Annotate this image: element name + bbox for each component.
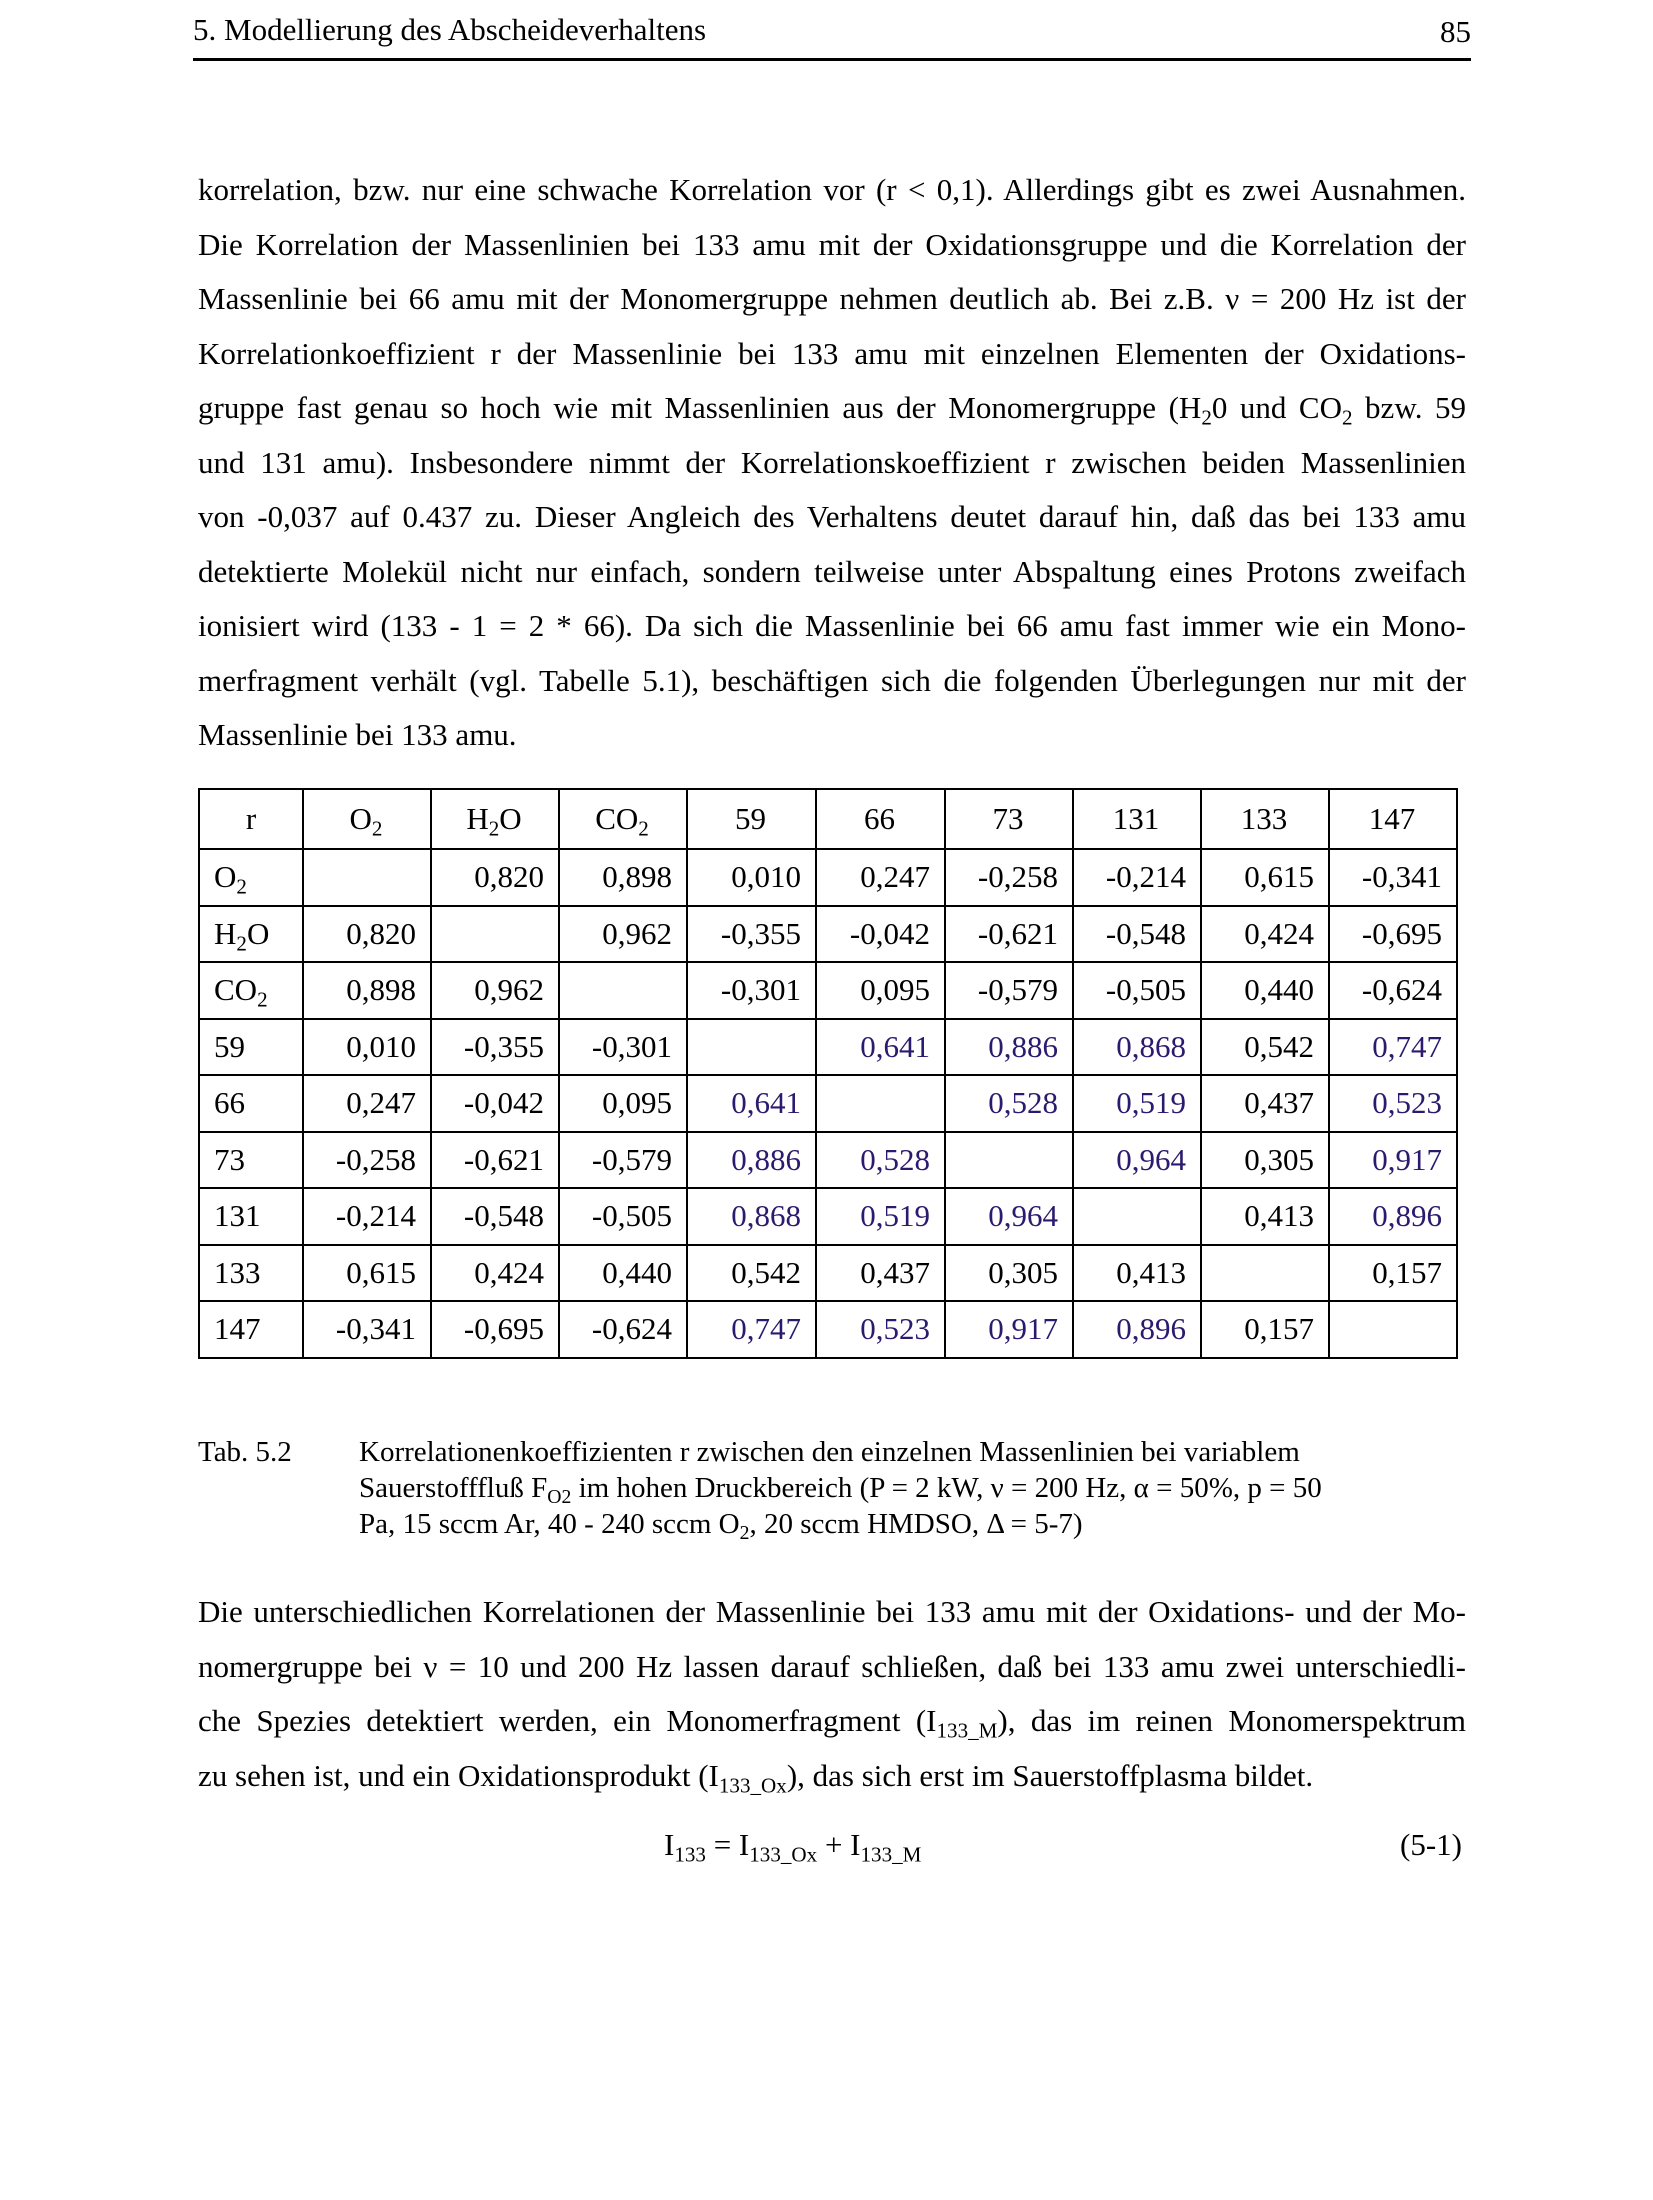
- row-header: [199, 1019, 303, 1076]
- label-base: H: [214, 915, 237, 951]
- table-cell: 0,157: [1329, 1245, 1457, 1302]
- table-cell: 0,010: [303, 1019, 431, 1076]
- table-cell: 0,868: [1073, 1019, 1201, 1076]
- text-fragment: che Spezies detektiert werden, ein Monomerfragment (I: [198, 1703, 937, 1738]
- subscript: 2: [638, 816, 649, 841]
- table-cell: [431, 906, 559, 963]
- column-header: [431, 789, 559, 849]
- table-header-row: [199, 789, 1457, 849]
- table-cell: -0,341: [1329, 849, 1457, 906]
- text-line: ionisiert wird (133 - 1 = 2 * 66). Da sich die Massenlinie bei 66 amu fast immer wie ein Mono-: [198, 608, 1466, 643]
- table-cell: -0,621: [431, 1132, 559, 1189]
- row-header: [199, 1245, 303, 1302]
- table-row: [199, 1075, 1457, 1132]
- table-cell: 0,964: [945, 1188, 1073, 1245]
- subscript: 2: [1201, 405, 1212, 430]
- table-cell: -0,579: [945, 962, 1073, 1019]
- label-base: 147: [1368, 801, 1416, 836]
- table-cell: -0,621: [945, 906, 1073, 963]
- table-cell: [559, 962, 687, 1019]
- table-cell: -0,258: [303, 1132, 431, 1189]
- table-row: [199, 1245, 1457, 1302]
- table-cell: -0,548: [1073, 906, 1201, 963]
- table-cell: -0,695: [1329, 906, 1457, 963]
- subscript: 2: [236, 931, 247, 956]
- table-cell: [687, 1019, 816, 1076]
- table-row: [199, 1301, 1457, 1358]
- table-row: [199, 906, 1457, 963]
- table-row: [199, 1019, 1457, 1076]
- page-number: 85: [1440, 14, 1471, 49]
- table-cell: 0,542: [1201, 1019, 1329, 1076]
- table-cell: 0,528: [816, 1132, 945, 1189]
- table-cell: 0,247: [816, 849, 945, 906]
- table-cell: 0,641: [816, 1019, 945, 1076]
- table-cell: [1073, 1188, 1201, 1245]
- row-header: [199, 1132, 303, 1189]
- row-header: [199, 962, 303, 1019]
- table-cell: 0,305: [945, 1245, 1073, 1302]
- text-line: von -0,037 auf 0.437 zu. Dieser Angleich des Verhaltens deutet darauf hin, daß das bei 133 amu: [198, 499, 1466, 534]
- text-line: Die unterschiedlichen Korrelationen der Massenlinie bei 133 amu mit der Oxidations- und der Mo-: [198, 1594, 1466, 1629]
- label-tail: O: [246, 915, 270, 951]
- column-header: [945, 789, 1073, 849]
- table-cell: 0,917: [1329, 1132, 1457, 1189]
- text-line: korrelation, bzw. nur eine schwache Korrelation vor (r < 0,1). Allerdings gibt es zwei Ausnahmen.: [198, 172, 1466, 207]
- table-cell: -0,579: [559, 1132, 687, 1189]
- table-cell: 0,641: [687, 1075, 816, 1132]
- table-cell: 0,820: [303, 906, 431, 963]
- table-cell: 0,896: [1073, 1301, 1201, 1358]
- column-header: [1201, 789, 1329, 849]
- table-cell: 0,413: [1073, 1245, 1201, 1302]
- table-cell: 0,747: [687, 1301, 816, 1358]
- table-cell: 0,962: [431, 962, 559, 1019]
- paragraph-1: [198, 163, 1466, 763]
- table-cell: [303, 849, 431, 906]
- label-tail: O: [499, 801, 522, 836]
- text-fragment: zu sehen ist, und ein Oxidationsprodukt (I: [198, 1757, 719, 1793]
- table-cell: -0,301: [559, 1019, 687, 1076]
- label-base: 66: [864, 801, 895, 836]
- text-line: detektierte Molekül nicht nur einfach, sondern teilweise unter Abspaltung eines Protons zweifach: [198, 553, 1466, 589]
- label-base: 73: [214, 1141, 245, 1177]
- table-row: [199, 1132, 1457, 1189]
- label-base: 147: [214, 1311, 261, 1347]
- table-cell: 0,305: [1201, 1132, 1329, 1189]
- text-line: [198, 1694, 1466, 1749]
- table-cell: 0,440: [559, 1245, 687, 1302]
- subscript: O2: [547, 1485, 572, 1508]
- label-base: 59: [214, 1028, 245, 1064]
- label-base: CO: [595, 801, 639, 836]
- text-line: Korrelationkoeffizient r der Massenlinie bei 133 amu mit einzelnen Elementen der Oxidations-: [198, 335, 1466, 371]
- table-cell: 0,247: [303, 1075, 431, 1132]
- text-line: und 131 amu). Insbesondere nimmt der Korrelationskoeffizient r zwischen beiden Massenlinien: [198, 444, 1466, 480]
- table-cell: 0,615: [1201, 849, 1329, 906]
- subscript: 133_M: [860, 1842, 922, 1867]
- table-cell: 0,964: [1073, 1132, 1201, 1189]
- table-row: [199, 849, 1457, 906]
- column-header: [816, 789, 945, 849]
- table-cell: -0,624: [559, 1301, 687, 1358]
- table-cell: 0,615: [303, 1245, 431, 1302]
- table-cell: -0,341: [303, 1301, 431, 1358]
- table-row: [199, 1188, 1457, 1245]
- chapter-title: 5. Modellierung des Abscheideverhaltens: [193, 12, 707, 47]
- caption-line: Korrelationenkoeffizienten r zwischen den einzelnen Massenlinien bei variablem: [359, 1436, 1300, 1468]
- text-line: [198, 381, 1466, 436]
- table-cell: 0,962: [559, 906, 687, 963]
- label-base: 133: [214, 1254, 261, 1290]
- equation-number: (5-1): [1400, 1827, 1462, 1862]
- label-base: 59: [735, 801, 766, 836]
- table-cell: 0,523: [816, 1301, 945, 1358]
- table-cell: 0,528: [945, 1075, 1073, 1132]
- text-fragment: bzw. 59: [1352, 390, 1466, 425]
- table-cell: -0,548: [431, 1188, 559, 1245]
- label-base: O: [349, 801, 372, 836]
- equation: [664, 1827, 922, 1867]
- text-fragment: ), das sich erst im Sauerstoffplasma bildet.: [786, 1757, 1314, 1793]
- table-cell: [816, 1075, 945, 1132]
- label-base: 131: [214, 1198, 261, 1234]
- subscript: 2: [488, 816, 500, 841]
- table-cell: -0,258: [945, 849, 1073, 906]
- table-cell: 0,896: [1329, 1188, 1457, 1245]
- label-base: O: [214, 859, 237, 895]
- row-header: [199, 1301, 303, 1358]
- table-cell: -0,042: [816, 906, 945, 963]
- text-line: nomergruppe bei ν = 10 und 200 Hz lassen darauf schließen, daß bei 133 amu zwei unterschiedli-: [198, 1648, 1466, 1684]
- table-cell: -0,042: [431, 1075, 559, 1132]
- table-cell: -0,505: [1073, 962, 1201, 1019]
- table-cell: [1329, 1301, 1457, 1358]
- table-cell: -0,695: [431, 1301, 559, 1358]
- table-cell: 0,095: [559, 1075, 687, 1132]
- text-fragment: gruppe fast genau so hoch wie mit Massenlinien aus der Monomergruppe (H: [198, 390, 1202, 425]
- label-base: CO: [214, 972, 258, 1008]
- eq-term: + I: [817, 1827, 861, 1862]
- table-cell: 0,820: [431, 849, 559, 906]
- label-base: 131: [1112, 801, 1160, 836]
- table-cell: 0,898: [303, 962, 431, 1019]
- table-cell: 0,523: [1329, 1075, 1457, 1132]
- correlation-table: [198, 788, 1458, 1359]
- table-cell: -0,214: [1073, 849, 1201, 906]
- text-line: Massenlinie bei 66 amu mit der Monomergruppe nehmen deutlich ab. Bei z.B. ν = 200 Hz ist der: [198, 281, 1466, 316]
- table-cell: [945, 1132, 1073, 1189]
- table-cell: 0,886: [687, 1132, 816, 1189]
- table-cell: 0,917: [945, 1301, 1073, 1358]
- table-cell: 0,437: [1201, 1075, 1329, 1132]
- table-cell: 0,440: [1201, 962, 1329, 1019]
- table-cell: 0,413: [1201, 1188, 1329, 1245]
- subscript: 133: [674, 1842, 706, 1867]
- table-cell: -0,355: [431, 1019, 559, 1076]
- table-cell: -0,301: [687, 962, 816, 1019]
- text-fragment: ), das im reinen Monomerspektrum: [997, 1703, 1466, 1738]
- label-base: 73: [992, 801, 1024, 836]
- table-cell: -0,355: [687, 906, 816, 963]
- subscript: 2: [1341, 405, 1353, 430]
- table-cell: 0,542: [687, 1245, 816, 1302]
- text-line: [198, 1749, 1466, 1804]
- table-row: [199, 962, 1457, 1019]
- eq-term: = I: [705, 1827, 750, 1862]
- table-cell: [1201, 1245, 1329, 1302]
- text-line: Die Korrelation der Massenlinien bei 133 amu mit der Oxidationsgruppe und die Korrelation der: [198, 226, 1466, 262]
- table-cell: 0,898: [559, 849, 687, 906]
- row-header: [199, 906, 303, 963]
- table-cell: -0,214: [303, 1188, 431, 1245]
- column-header: [687, 789, 816, 849]
- caption-label: Tab. 5.2: [198, 1436, 292, 1468]
- text-fragment: , 20 sccm HMDSO, Δ = 5-7): [749, 1508, 1083, 1540]
- table-cell: 0,157: [1201, 1301, 1329, 1358]
- page-header: [193, 8, 1471, 61]
- row-header: [199, 1075, 303, 1132]
- table-cell: 0,747: [1329, 1019, 1457, 1076]
- text-fragment: im hohen Druckbereich (P = 2 kW, ν = 200 Hz, α = 50%, p = 50: [571, 1472, 1322, 1504]
- table-cell: 0,095: [816, 962, 945, 1019]
- row-header: [199, 1188, 303, 1245]
- subscript: 2: [739, 1521, 750, 1544]
- subscript: 2: [257, 987, 268, 1012]
- table-cell: 0,868: [687, 1188, 816, 1245]
- row-header: [199, 849, 303, 906]
- table-cell: 0,886: [945, 1019, 1073, 1076]
- text-line: merfragment verhält (vgl. Tabelle 5.1), beschäftigen sich die folgenden Überlegungen nur mit der: [198, 662, 1466, 698]
- table-cell: 0,424: [1201, 906, 1329, 963]
- eq-term: I: [664, 1827, 675, 1862]
- table-cell: 0,010: [687, 849, 816, 906]
- column-header: [559, 789, 687, 849]
- subscript: 2: [371, 816, 383, 841]
- caption-line: [359, 1470, 1479, 1506]
- column-header: [1329, 789, 1457, 849]
- caption-line: [359, 1506, 1479, 1542]
- column-header: [1073, 789, 1201, 849]
- text-fragment: 0 und CO: [1211, 390, 1342, 425]
- text-fragment: Pa, 15 sccm Ar, 40 - 240 sccm O: [359, 1508, 740, 1540]
- table-cell: 0,424: [431, 1245, 559, 1302]
- table-cell: -0,624: [1329, 962, 1457, 1019]
- text-fragment: Sauerstofffluß F: [359, 1472, 548, 1504]
- table-cell: 0,519: [1073, 1075, 1201, 1132]
- caption-text: [359, 1434, 1479, 1542]
- label-base: 66: [214, 1085, 245, 1121]
- paragraph-2: [198, 1585, 1466, 1803]
- subscript: 2: [236, 874, 247, 899]
- label-base: H: [466, 801, 489, 836]
- table-cell: -0,505: [559, 1188, 687, 1245]
- column-header: [303, 789, 431, 849]
- subscript: 133_Ox: [749, 1842, 818, 1867]
- subscript: 133_Ox: [718, 1772, 787, 1797]
- table-corner-cell: r: [199, 789, 303, 849]
- table-cell: 0,519: [816, 1188, 945, 1245]
- label-base: 133: [1240, 801, 1288, 836]
- table-cell: 0,437: [816, 1245, 945, 1302]
- text-line: Massenlinie bei 133 amu.: [198, 717, 517, 752]
- subscript: 133_M: [936, 1718, 998, 1743]
